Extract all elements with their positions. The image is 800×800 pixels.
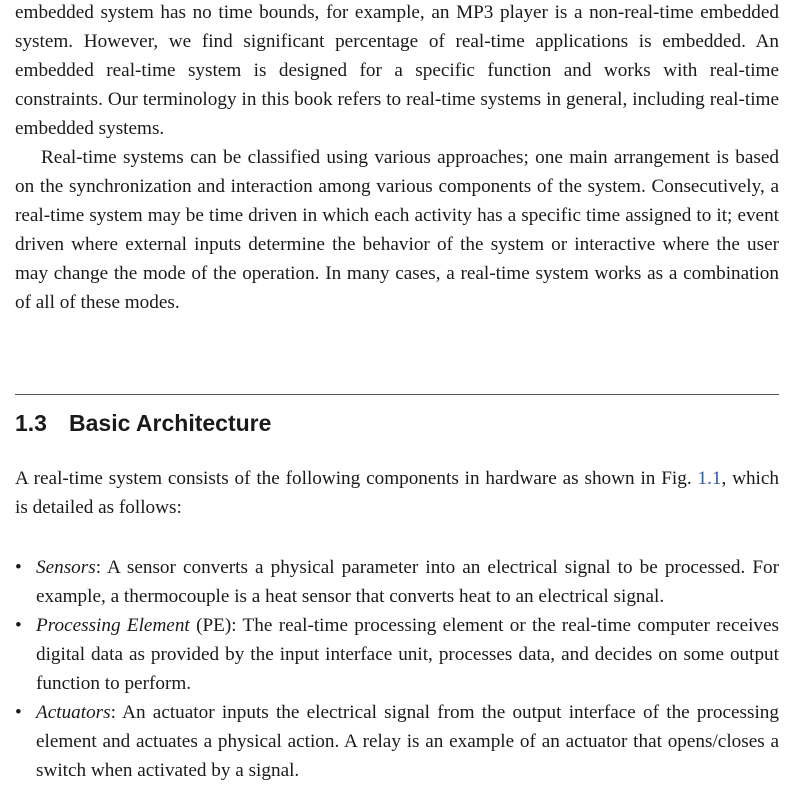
section-divider [15, 394, 779, 395]
bullet-icon: • [15, 702, 22, 723]
definition-processing-element: (PE): The real-time processing element or the real-time computer receives digital data as provided by the input interface unit, processes data, and decides on some output function to perform. [36, 615, 780, 694]
term-sensors: Sensors [36, 557, 96, 578]
list-item-actuators [15, 698, 779, 785]
section-heading [15, 406, 271, 440]
page-body [15, 0, 779, 317]
term-actuators: Actuators [36, 702, 111, 723]
section-number: 1.3 [15, 410, 47, 436]
intro-text-start: A real-time system consists of the following components in hardware as shown in Fig. [15, 468, 698, 489]
paragraph-classification: Real-time systems can be classified using various approaches; one main arrangement is based on the synchronization and interaction among various components of the system. Consecutively, a real-time system may be time driven in which each activity has a specific time assigned to it; event driven where external inputs determine the behavior of the system or interactive where the user may change the mode of the operation. In many cases, a real-time system works as a combination of all of these modes. [15, 147, 779, 313]
term-processing-element: Processing Element [36, 615, 190, 636]
figure-reference-link[interactable]: 1.1 [697, 468, 722, 489]
component-list [15, 553, 779, 785]
list-item-processing-element [15, 611, 779, 698]
paragraph-intro [15, 464, 779, 522]
definition-sensors: : A sensor converts a physical parameter into an electrical signal to be processed. For example, a thermocouple is a heat sensor that converts heat to an electrical signal. [36, 557, 779, 607]
definition-actuators: : An actuator inputs the electrical signal from the output interface of the processing element and actuates a physical action. A relay is an example of an actuator that opens/closes a switch when activated by a signal. [36, 702, 779, 781]
list-item-sensors [15, 553, 779, 611]
intro-text-end: , which is detailed as follows: [15, 468, 779, 518]
bullet-icon: • [15, 557, 22, 578]
section-title: Basic Architecture [69, 410, 272, 436]
paragraph-embedded-systems: embedded system has no time bounds, for example, an MP3 player is a non-real-time embedded system. However, we find significant percentage of real-time applications is embedded. An embedded real-time system is designed for a specific function and works with real-time constraints. Our terminology in this book refers to real-time systems in general, including real-time embedded systems. [15, 2, 779, 139]
bullet-icon: • [15, 615, 22, 636]
